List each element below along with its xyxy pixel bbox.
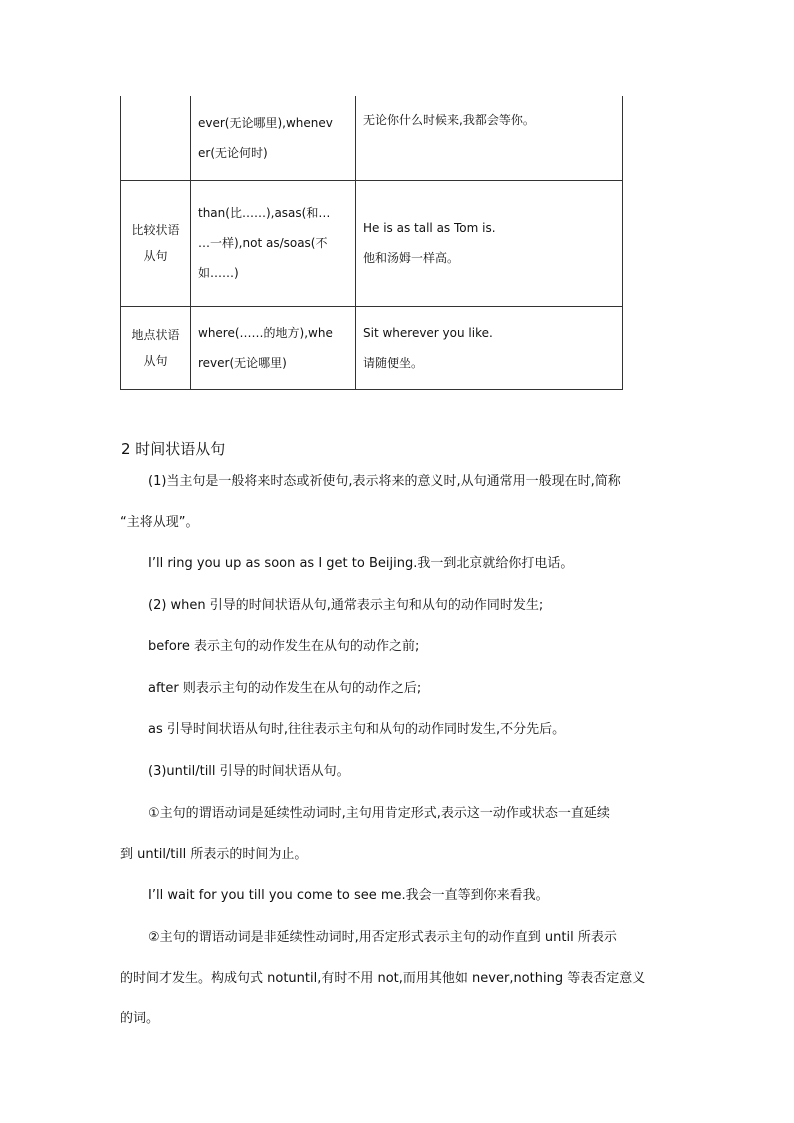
paragraph: ②主句的谓语动词是非延续性动词时,用否定形式表示主句的动作直到 until 所表示	[148, 930, 617, 945]
paragraph: after 则表示主句的动作发生在从句的动作之后;	[148, 681, 422, 696]
cell-text: He is as tall as Tom is.	[363, 221, 496, 235]
paragraph: “主将从现”。	[120, 515, 199, 530]
paragraph: 的词。	[120, 1011, 160, 1026]
paragraph: as 引导时间状语从句时,往往表示主句和从句的动作同时发生,不分先后。	[148, 722, 566, 737]
clause-type-cell	[121, 96, 191, 180]
cell-text: 从句	[143, 353, 168, 368]
cell-text: 如……)	[198, 266, 239, 280]
cell-text: ever(无论哪里),whenev	[198, 115, 333, 130]
cell-text: rever(无论哪里)	[198, 355, 287, 370]
cell-text: 无论你什么时候来,我都会等你。	[363, 112, 535, 127]
table-row	[121, 96, 623, 180]
paragraph: 的时间才发生。构成句式 notuntil,有时不用 not,而用其他如 never,nothing 等表否定意义	[120, 971, 646, 986]
cell-text: 从句	[143, 249, 168, 263]
paragraph: 到 until/till 所表示的时间为止。	[120, 847, 308, 862]
paragraph: ①主句的谓语动词是延续性动词时,主句用肯定形式,表示这一动作或状态一直延续	[148, 806, 610, 821]
table-row	[121, 180, 623, 306]
paragraph: (2) when 引导的时间状语从句,通常表示主句和从句的动作同时发生;	[148, 598, 544, 613]
paragraph: I’ll ring you up as soon as I get to Beijing.我一到北京就给你打电话。	[148, 556, 574, 571]
example-cell	[356, 180, 623, 306]
conjunction-cell	[191, 306, 356, 389]
cell-text: 比较状语	[131, 223, 180, 237]
clause-table	[120, 96, 623, 390]
section-heading: 2 时间状语从句	[121, 440, 226, 458]
cell-text: …一样),not as/soas(不	[198, 236, 328, 250]
cell-text: where(……的地方),whe	[198, 325, 333, 340]
paragraph: (3)until/till 引导的时间状语从句。	[148, 764, 350, 779]
conjunction-cell	[191, 180, 356, 306]
example-cell	[356, 96, 623, 180]
paragraph: (1)当主句是一般将来时态或祈使句,表示将来的意义时,从句通常用一般现在时,简称	[148, 474, 621, 489]
cell-text: Sit wherever you like.	[363, 325, 493, 340]
cell-text: than(比……),asas(和…	[198, 206, 331, 220]
paragraph: I’ll wait for you till you come to see me.我会一直等到你来看我。	[148, 888, 549, 903]
clause-type-cell	[121, 306, 191, 389]
cell-text: 他和汤姆一样高。	[363, 251, 460, 265]
cell-text: 请随便坐。	[363, 355, 424, 370]
clause-type-cell	[121, 180, 191, 306]
cell-text: er(无论何时)	[198, 145, 268, 160]
cell-text: 地点状语	[131, 327, 180, 342]
conjunction-cell	[191, 96, 356, 180]
table-row	[121, 306, 623, 389]
paragraph: before 表示主句的动作发生在从句的动作之前;	[148, 639, 420, 654]
example-cell	[356, 306, 623, 389]
